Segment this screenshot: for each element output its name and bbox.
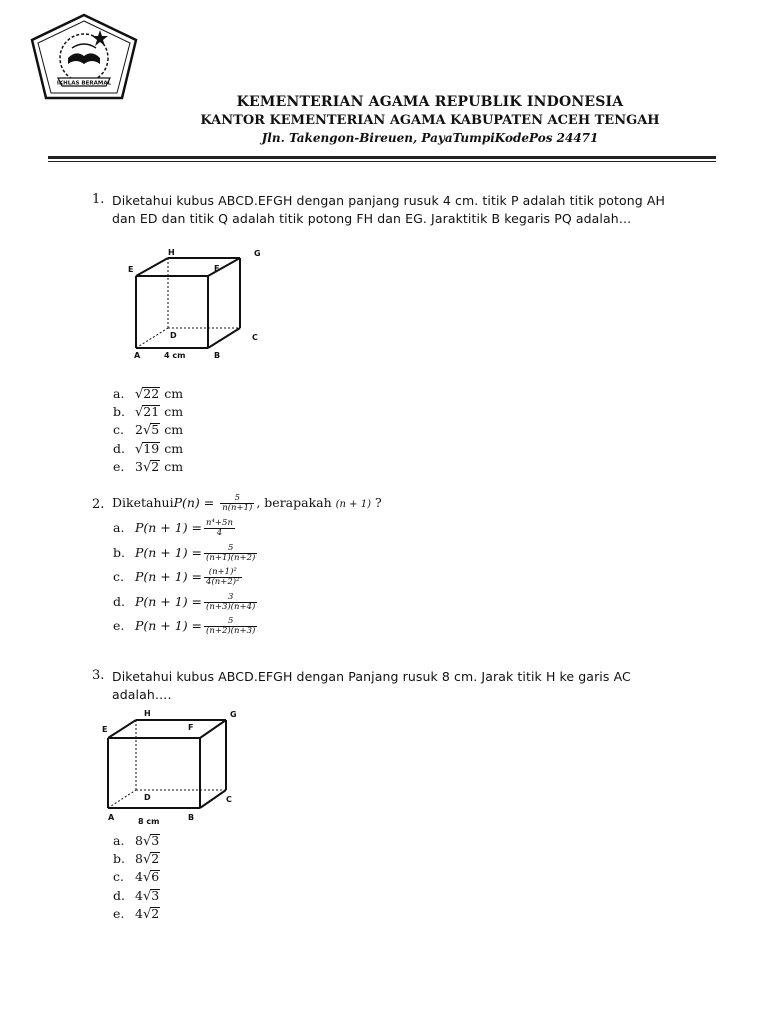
option-1b[interactable]: b. √21 cm <box>113 404 184 421</box>
vertex-label: D <box>144 793 151 802</box>
edge-length-label: 8 cm <box>138 817 160 826</box>
option-3e[interactable]: e. 4√2 <box>113 905 160 922</box>
vertex-label: D <box>170 331 177 340</box>
option-1e[interactable]: e. 3√2 cm <box>113 458 184 475</box>
option-2c[interactable]: c. P(n + 1) = $\frac{\text{(n+1)²}}{\text{4(n+2)²}}$ <box>113 567 240 587</box>
option-3b[interactable]: b. 8√2 <box>113 851 160 868</box>
vertex-label: F <box>188 723 194 732</box>
question-2-number: 2. <box>92 497 105 512</box>
vertex-label: B <box>188 813 195 822</box>
vertex-label: H <box>168 248 175 257</box>
vertex-label: G <box>230 710 237 719</box>
vertex-label: A <box>108 813 115 822</box>
option-1a[interactable]: a. √22 cm <box>113 386 184 402</box>
header-divider-thick <box>48 156 716 159</box>
edge-length-label: 4 cm <box>164 351 186 360</box>
option-2e[interactable]: e. P(n + 1) = $\frac{5}{(n+2)(n+3)}$ <box>113 616 256 636</box>
cube-figure-3 <box>96 704 256 832</box>
option-1d[interactable]: d. √19 cm <box>113 440 184 457</box>
vertex-label: B <box>214 351 221 360</box>
question-3-number: 3. <box>92 668 105 683</box>
header-ministry-title: KEMENTERIAN AGAMA REPUBLIK INDONESIA <box>236 94 624 110</box>
option-3a[interactable]: a. 8√3 <box>113 833 160 849</box>
vertex-label: H <box>144 709 151 718</box>
option-2b[interactable]: b. P(n + 1) = $\frac{5}{(n+1)(n+2)}$ <box>113 542 256 563</box>
question-3-text: Diketahui kubus ABCD.EFGH dengan Panjang rusuk 8 cm. Jarak titik H ke garis AC adalah…. <box>112 669 631 702</box>
option-1c[interactable]: c. 2√5 cm <box>113 422 184 439</box>
option-3d[interactable]: d. 4√3 <box>113 887 160 904</box>
question-2-text: DiketahuiP(n) = $\frac{5}{n(n+1)}$ , berapakah (n + 1) ? <box>112 493 382 513</box>
kemenag-emblem-icon <box>28 12 140 102</box>
vertex-label: G <box>254 249 261 258</box>
header-divider-thin <box>48 161 716 162</box>
vertex-label: E <box>102 725 108 734</box>
header-office-title: KANTOR KEMENTERIAN AGAMA KABUPATEN ACEH TENGAH <box>200 113 660 128</box>
option-3c[interactable]: c. 4√6 <box>113 869 160 886</box>
question-1-text: Diketahui kubus ABCD.EFGH dengan panjang rusuk 4 cm. titik P adalah titik potong AH dan ED dan titik Q adalah titik potong FH dan EG. Jaraktitik B kegaris PQ adalah… <box>112 193 666 226</box>
vertex-label: A <box>134 351 141 360</box>
option-2a[interactable]: a. P(n + 1) = $\frac{\text{n⁴+5n}}{4}$ <box>113 518 233 538</box>
vertex-label: C <box>226 795 232 804</box>
question-1-number: 1. <box>92 192 105 207</box>
option-2d[interactable]: d. P(n + 1) = $\frac{3}{(n+3)(n+4)}$ <box>113 591 256 612</box>
question-2-options <box>113 516 259 639</box>
question-1-options <box>113 385 183 476</box>
header-address: Jln. Takengon-Bireuen, PayaTumpiKodePos 24471 <box>261 131 599 145</box>
cube-figure-1 <box>118 244 270 370</box>
vertex-label: C <box>252 333 258 342</box>
vertex-label: E <box>128 265 134 274</box>
vertex-label: F <box>214 264 220 273</box>
logo-ribbon-text: IKHLAS BERAMAL <box>56 80 112 87</box>
question-3-options <box>113 832 160 923</box>
